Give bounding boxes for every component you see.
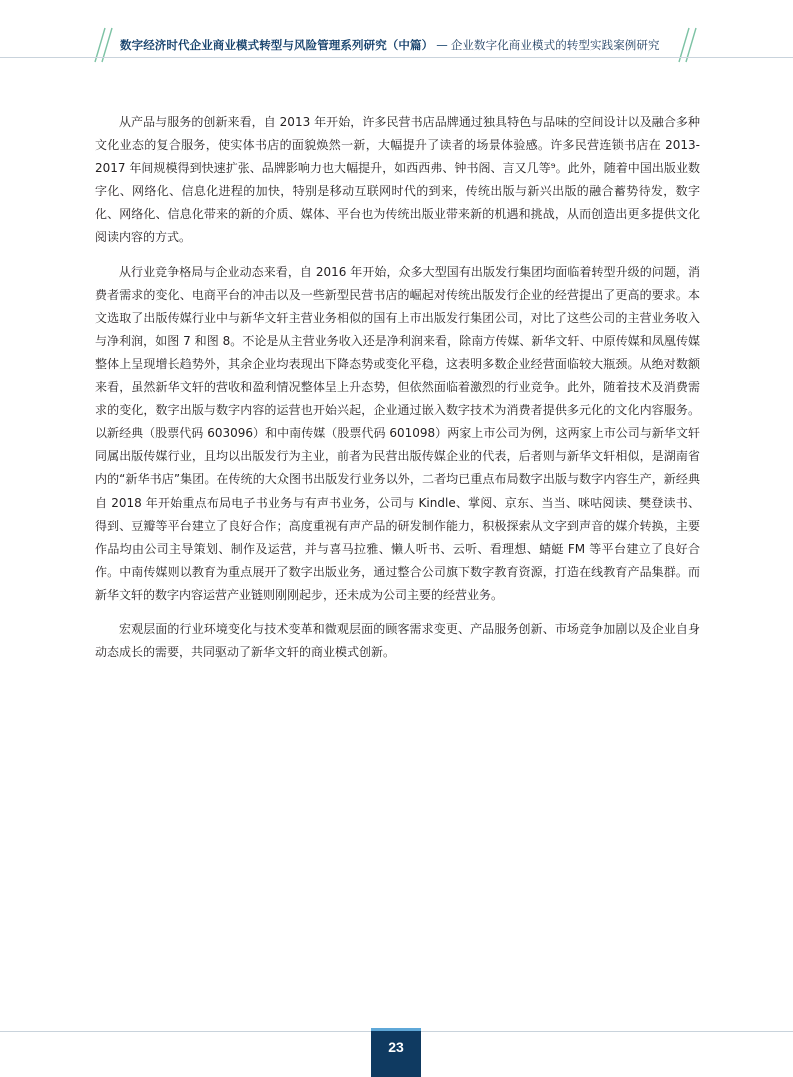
double-slash-decoration-icon	[672, 26, 702, 66]
series-title: 数字经济时代企业商业模式转型与风险管理系列研究（中篇）	[120, 38, 434, 52]
title-separator: —	[436, 38, 448, 52]
paragraph-product-innovation: 从产品与服务的创新来看，自 2013 年开始，许多民营书店品牌通过独具特色与品味的空间设计以及融合多种文化业态的复合服务，使实体书店的面貌焕然一新，大幅提升了读者的场景体验感。许多民营连锁书店在 2013-2017 年间规模得到快速扩张、品牌影响力也大幅提升，如西西弗、钟书阁、言又几等⁹。此外，随着中国出版业数字化、网络化、信息化进程的加快，特别是移动互联网时代的到来，传统出版与新兴出版的融合蓄势待发，数字化、网络化、信息化带来的新的介质、媒体、平台也为传统出版业带来新的机遇和挑战，从而创造出更多提供文化阅读内容的方式。	[95, 115, 700, 245]
page-header	[0, 0, 793, 62]
running-header-title	[120, 37, 675, 53]
series-subtitle: 企业数字化商业模式的转型实践案例研究	[450, 38, 660, 52]
double-slash-decoration-icon	[92, 26, 122, 66]
paragraph-industry-competition: 从行业竞争格局与企业动态来看，自 2016 年开始，众多大型国有出版发行集团均面临着转型升级的问题，消费者需求的变化、电商平台的冲击以及一些新型民营书店的崛起对传统出版发行企业的经营提出了更高的要求。本文选取了出版传媒行业中与新华文轩主营业务相似的国有上市出版发行集团公司，对比了这些公司的主营业务收入与净利润，如图 7 和图 8。不论是从主营业务收入还是净利润来看，除南方传媒、新华文轩、中原传媒和凤凰传媒整体上呈现增长趋势外，其余企业均表现出下降态势或变化平稳，这表明多数企业经营面临较大瓶颈。从绝对数额来看，虽然新华文轩的营收和盈利情况整体呈上升态势，但依然面临着激烈的行业竞争。此外，随着技术及消费需求的变化，数字出版与数字内容的运营也开始兴起，企业通过嵌入数字技术为消费者提供多元化的文化内容服务。以新经典（股票代码 603096）和中南传媒（股票代码 601098）两家上市公司为例，这两家上市公司与新华文轩同属出版传媒行业，且均以出版发行为主业，前者为民营出版传媒企业的代表，后者则与新华文轩相似，是湖南省内的“新华书店”集团。在传统的大众图书出版发行业务以外，二者均已重点布局数字出版与数字内容生产，新经典自 2018 年开始重点布局电子书业务与有声书业务，公司与 Kindle、掌阅、京东、当当、咪咕阅读、樊登读书、得到、豆瓣等平台建立了良好合作；高度重视有声产品的研发制作能力，积极探索从文字到声音的媒介转换，主要作品均由公司主导策划、制作及运营，并与喜马拉雅、懒人听书、云听、看理想、蜻蜓 FM 等平台建立了良好合作。中南传媒则以教育为重点展开了数字出版业务，通过整合公司旗下数字教育资源，打造在线教育产品集群。而新华文轩的数字内容运营产业链则刚刚起步，还未成为公司主要的经营业务。	[95, 264, 700, 602]
header-divider	[0, 57, 793, 58]
paragraph-conclusion: 宏观层面的行业环境变化与技术变革和微观层面的顾客需求变更、产品服务创新、市场竞争加剧以及企业自身动态成长的需要，共同驱动了新华文轩的商业模式创新。	[95, 621, 700, 660]
page-number-accent	[371, 1028, 421, 1031]
page-number-badge	[371, 1028, 421, 1077]
page-number: 23	[388, 1039, 404, 1055]
body-text	[95, 111, 700, 675]
